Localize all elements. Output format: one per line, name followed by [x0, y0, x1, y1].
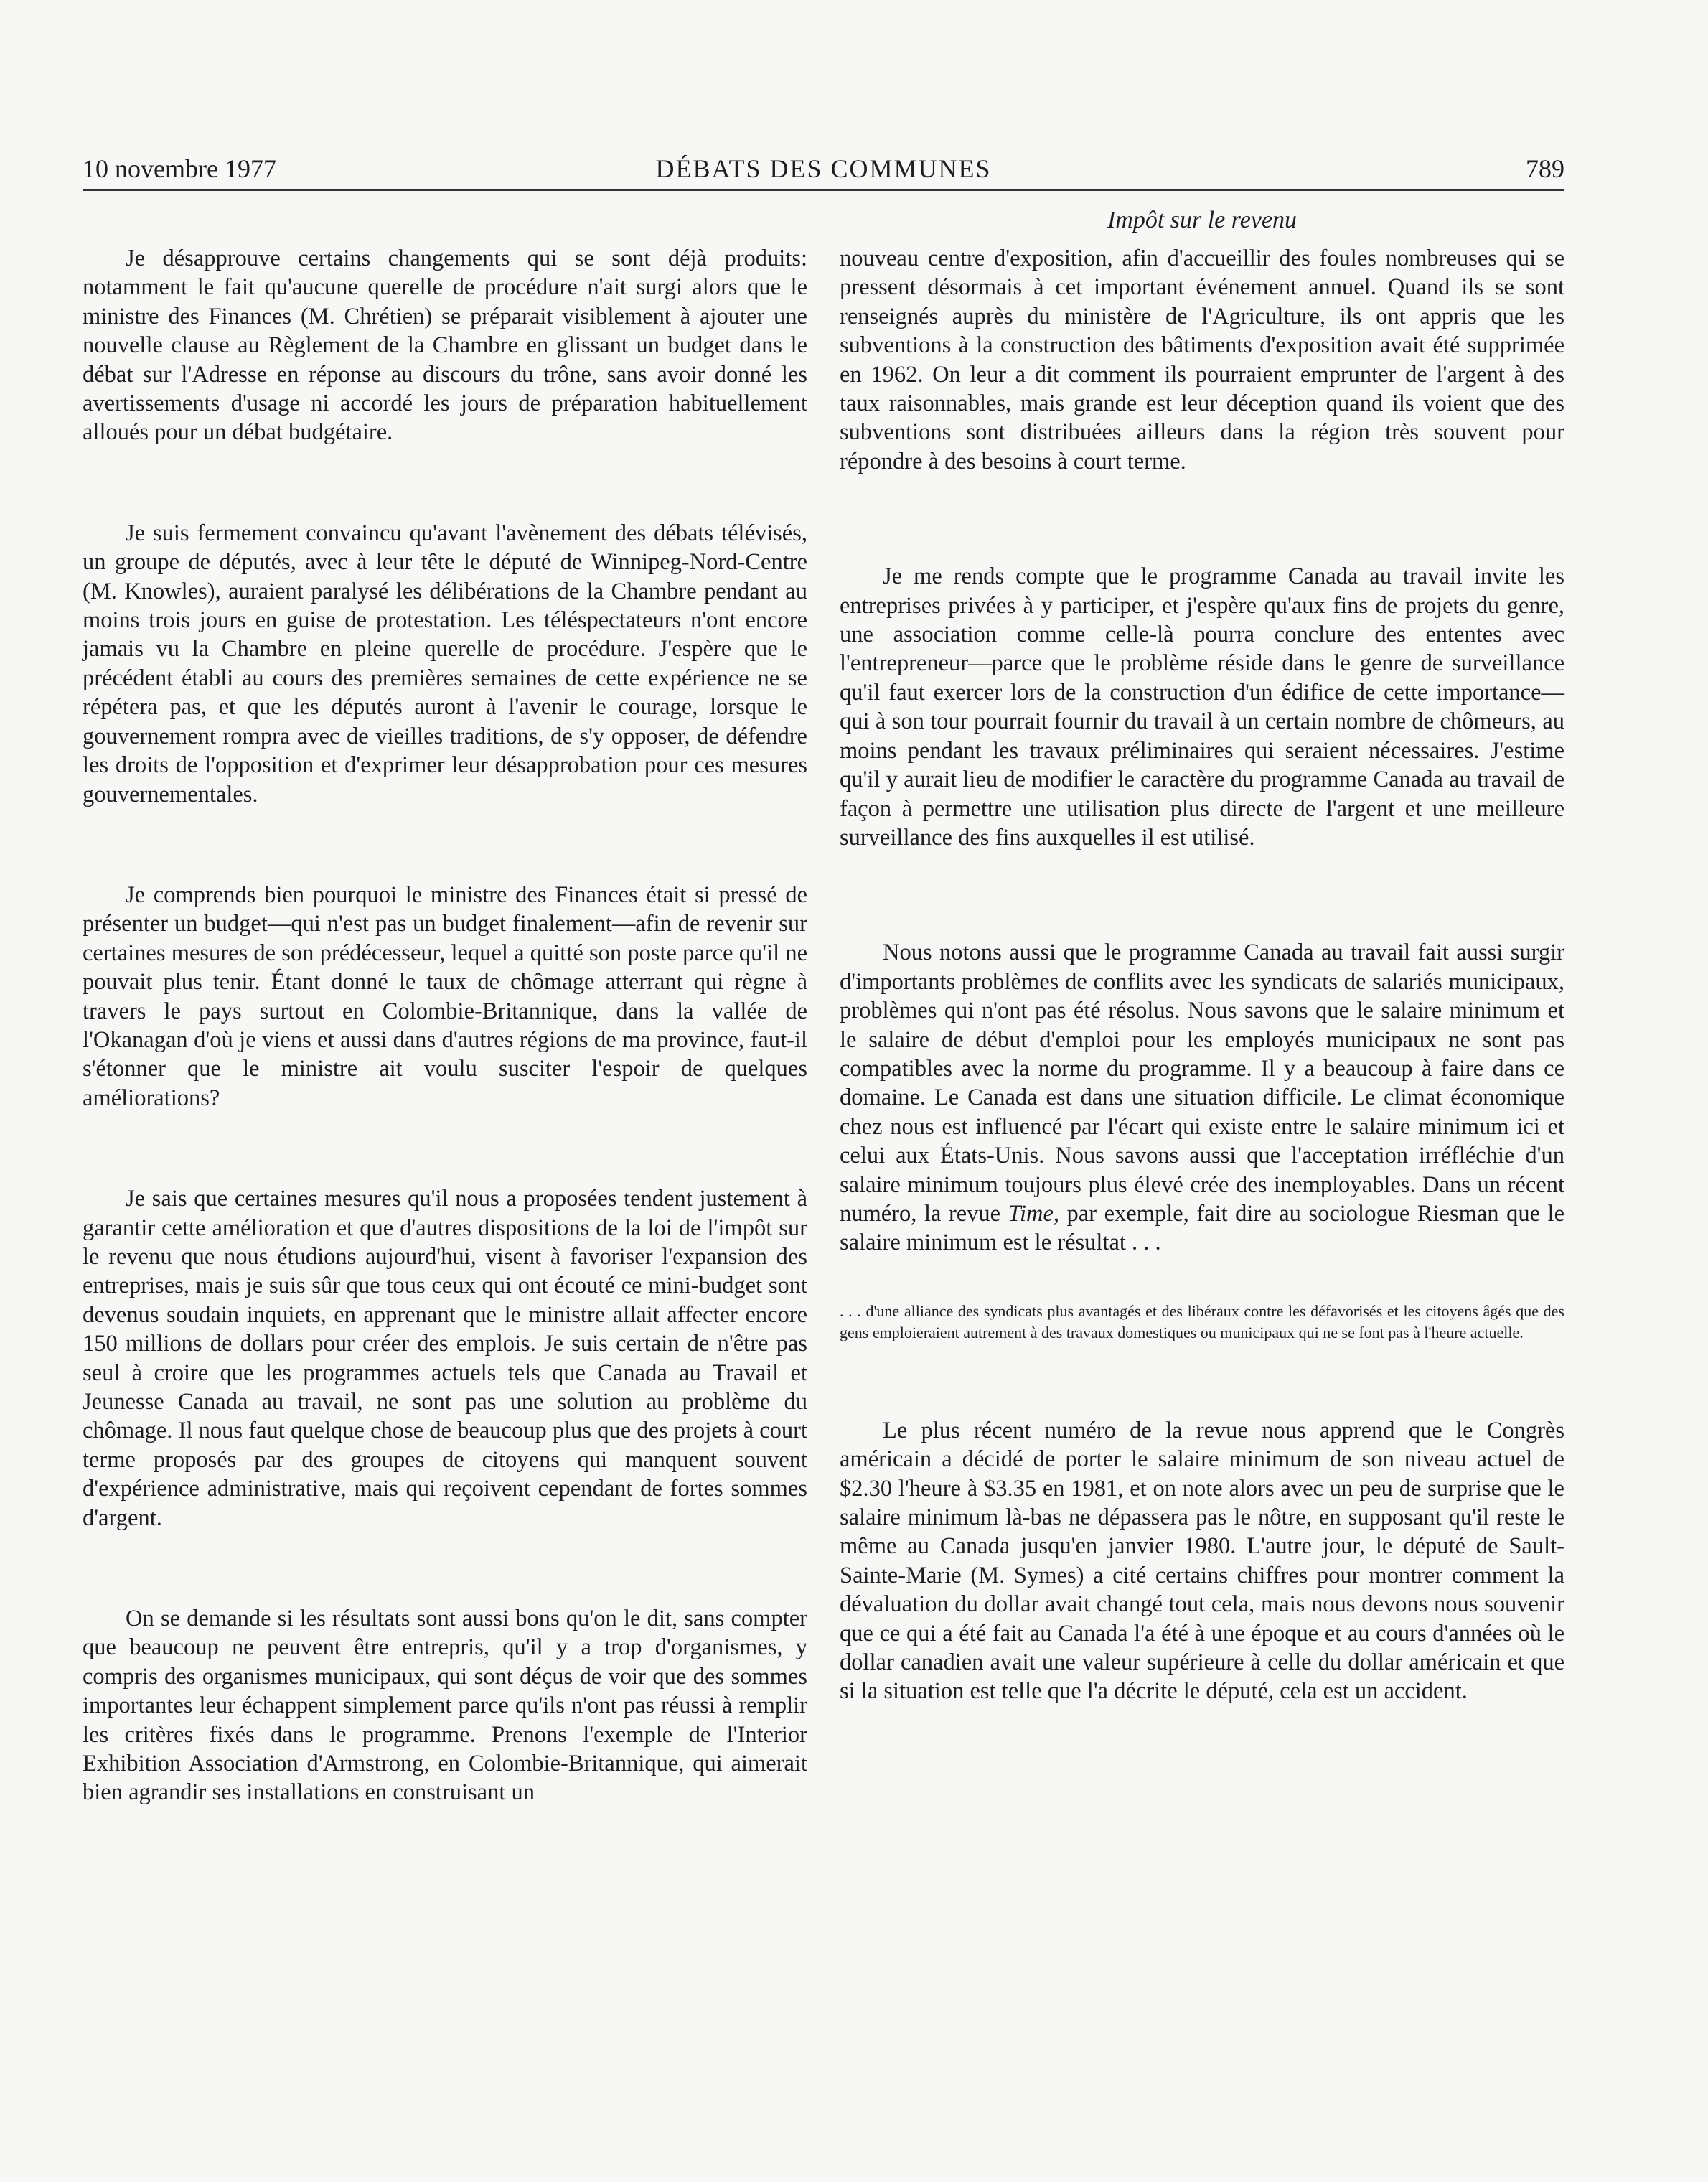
page-header — [83, 154, 1564, 191]
paragraph-text: Nous notons aussi que le programme Canada au travail fait aussi surgir d'importants problèmes de conflits avec les syndicats de salariés municipaux, problèmes qui n'ont pas été résolus. Nous savons que le salaire minimum et le salaire de début d'emploi pour les employés municipaux ne sont pas compatibles avec la norme du programme. Il y a beaucoup à faire dans ce domaine. Le Canada est dans une situation difficile. Le climat économique chez nous est influencé par l'écart qui existe entre le salaire minimum ici et celui aux États-Unis. Nous savons aussi que l'acceptation irréfléchie d'un salaire minimum toujours plus élevé crée des inemployables. Dans un récent numéro, la revue — [840, 940, 1564, 1227]
page-number: 789 — [1526, 154, 1564, 183]
paragraph: Le plus récent numéro de la revue nous apprend que le Congrès américain a décidé de porter le salaire minimum de son niveau actuel de $2.30 l'heure à $3.35 en 1981, et on note alors avec un peu de surprise que le salaire minimum là-bas ne dépassera pas le nôtre, en supposant qu'il reste le même au Canada jusqu'en janvier 1980. L'autre jour, le député de Sault-Sainte-Marie (M. Symes) a cité certains chiffres pour montrer comment la dévaluation du dollar avait changé tout cela, mais nous devons nous souvenir que ce qui a été fait au Canada l'a été à une époque et au cours d'années où le dollar canadien avait une valeur supérieure à celle du dollar américain et que si la situation est telle que l'a décrite le député, cela est un accident. — [840, 1417, 1564, 1705]
paragraph: Je sais que certaines mesures qu'il nous a proposées tendent justement à garantir cette amélioration et que d'autres dispositions de la loi de l'impôt sur le revenu que nous étudions aujourd'hui, visent à favoriser l'expansion des entreprises, mais je suis sûr que tous ceux qui ont écouté ce mini-budget sont devenus soudain inquiets, en apprenant que le ministre allait affecter encore 150 millions de dollars pour créer des emplois. Je suis certain de n'être pas seul à croire que les programmes actuels tels que Canada au Travail et Jeunesse Canada au travail, ne sont pas une solution au problème du chômage. Il nous faut quelque chose de beaucoup plus que des projets à court terme proposés par des groupes de citoyens qui manquent souvent d'expérience administrative, mais qui reçoivent cependant de fortes sommes d'argent. — [83, 1186, 807, 1531]
header-date: 10 novembre 1977 — [83, 154, 276, 183]
paragraph: nouveau centre d'exposition, afin d'accueillir des foules nombreuses qui se pressent désormais à cet important événement annuel. Quand ils se sont renseignés auprès du ministère de l'Agriculture, ils ont appris que les subventions à la construction des bâtiments d'exposition avait été supprimée en 1962. On leur a dit comment ils pourraient emprunter de l'argent à des taux raisonnables, mais grande est leur déception quand ils voient que des subventions sont distribuées ailleurs dans la région très souvent pour répondre à des besoins à court terme. — [840, 245, 1564, 474]
paragraph: Je suis fermement convaincu qu'avant l'avènement des débats télévisés, un groupe de députés, avec à leur tête le député de Winnipeg-Nord-Centre (M. Knowles), auraient paralysé les délibérations de la Chambre pendant au moins trois jours en guise de protestation. Les téléspectateurs n'ont encore jamais vu la Chambre en pleine querelle de procédure. J'espère que le précédent établi au cours des premières semaines de cette expérience ne se répétera pas, et que les députés auront à l'avenir le courage, lorsque le gouvernement rompra avec de vieilles traditions, de s'y opposer, de défendre les droits de l'opposition et d'exprimer leur désapprobation pour ces mesures gouvernementales. — [83, 520, 807, 807]
paragraph: Je comprends bien pourquoi le ministre des Finances était si pressé de présenter un budget—qui n'est pas un budget finalement—afin de revenir sur certaines mesures de son prédécesseur, lequel a quitté son poste parce qu'il ne pouvait plus tenir. Étant donné le taux de chômage atterrant qui règne à travers le pays surtout en Colombie-Britannique, dans la vallée de l'Okanagan d'où je viens et aussi dans d'autres régions de ma province, faut-il s'étonner que le ministre ait voulu susciter l'espoir de quelques améliorations? — [83, 881, 807, 1111]
magazine-title: Time — [1008, 1200, 1054, 1227]
section-subheading: Impôt sur le revenu — [1107, 207, 1298, 233]
left-column — [83, 244, 807, 1807]
paragraph: Je désapprouve certains changements qui se sont déjà produits: notamment le fait qu'aucune querelle de procédure n'ait surgi alors que le ministre des Finances (M. Chrétien) se préparait visiblement à ajouter une nouvelle clause au Règlement de la Chambre en glissant un budget dans le débat sur l'Adresse en réponse au discours du trône, sans avoir donné les avertissements d'usage ni accordé les jours de préparation habituellement alloués pour un débat budgétaire. — [83, 245, 807, 446]
paragraph-text: , par exemple, fait dire au sociologue Riesman que le salaire minimum est le résultat . . . — [840, 1200, 1565, 1256]
right-column — [840, 244, 1564, 1706]
paragraph: On se demande si les résultats sont aussi bons qu'on le dit, sans compter que beaucoup ne peuvent être entrepris, qu'il y a trop d'organismes, y compris des organismes municipaux, qui sont déçus de voir que des sommes importantes leur échappent simplement parce qu'ils n'ont pas réussi à remplir les critères fixés dans le programme. Prenons l'exemple de l'Interior Exhibition Association d'Armstrong, en Colombie-Britannique, qui aimerait bien agrandir ses installations en construisant un — [83, 1606, 807, 1806]
paragraph — [840, 938, 1564, 1257]
header-title: DÉBATS DES COMMUNES — [655, 154, 992, 183]
block-quote: . . . d'une alliance des syndicats plus avantagés et des libéraux contre les défavorisés et les citoyens âgés que des gens emploieraient autrement à des travaux domestiques ou municipaux qui ne se font pas à l'heure actuelle. — [840, 1301, 1564, 1342]
paragraph: Je me rends compte que le programme Canada au travail invite les entreprises privées à y participer, et j'espère qu'aux fins de projets du genre, une association comme celle-là pourra conclure des ententes avec l'entrepreneur—parce que le problème réside dans le genre de surveillance qu'il faut exercer lors de la construction d'un édifice de cette importance—qui à son tour pourrait fournir du travail à un certain nombre de chômeurs, au moins pendant les travaux préliminaires qui seraient nécessaires. J'estime qu'il y aurait lieu de modifier le caractère du programme Canada au travail de façon à permettre une utilisation plus directe de l'argent et une meilleure surveillance des fins auxquelles il est utilisé. — [840, 563, 1564, 851]
